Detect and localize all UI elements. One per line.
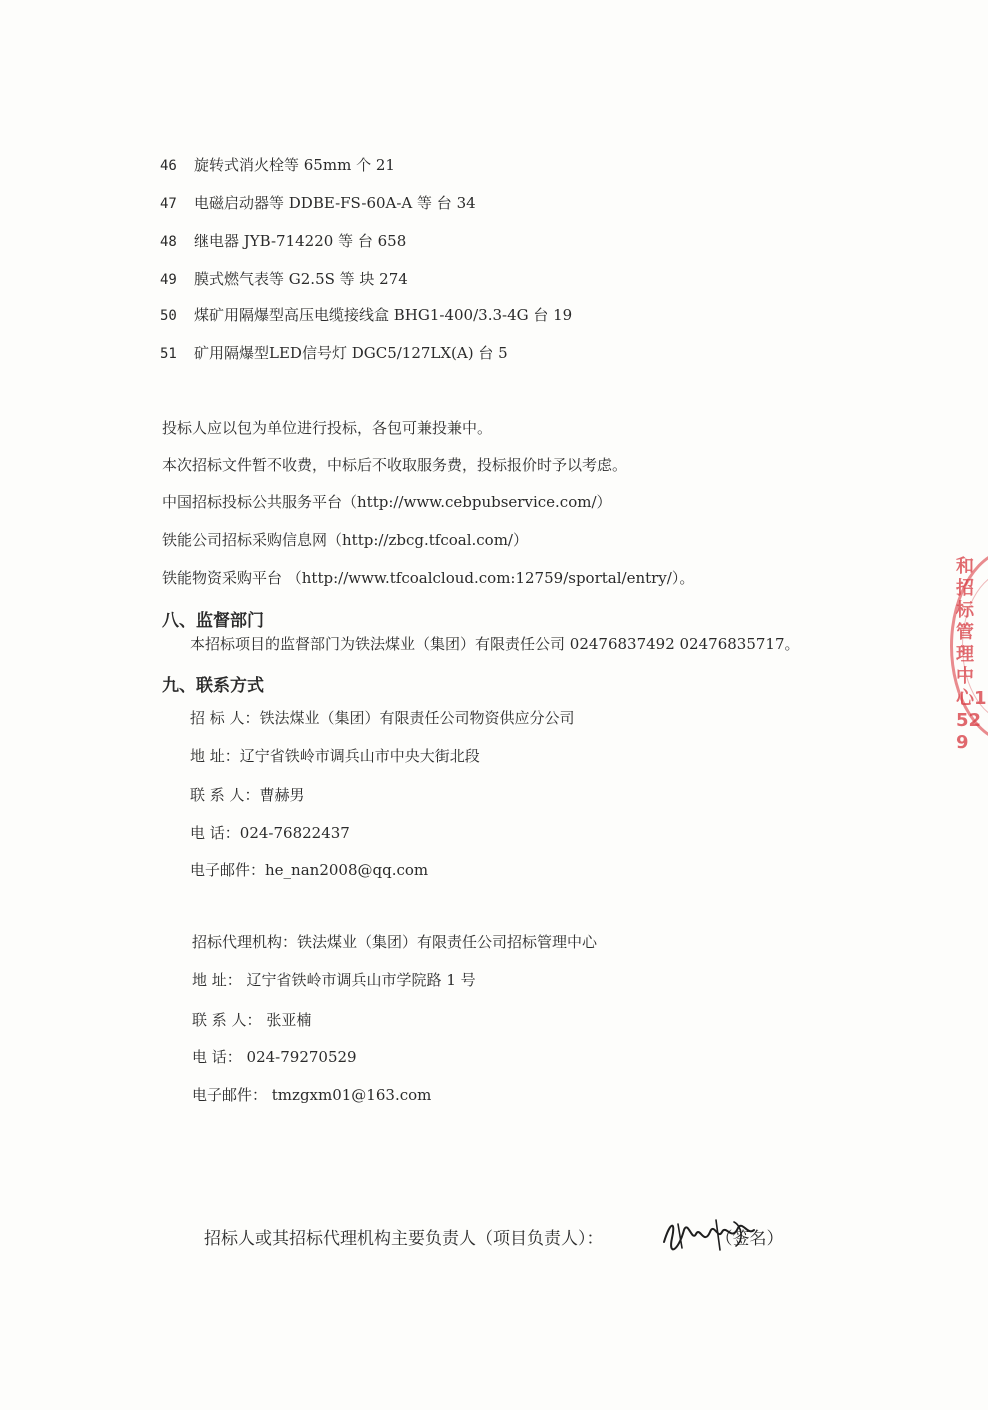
item-number: 50 bbox=[160, 308, 177, 324]
tenderer-email bbox=[190, 860, 428, 880]
field-value: 张亚楠 bbox=[261, 1011, 312, 1029]
field-key: 联 系 人： bbox=[190, 786, 260, 804]
item-51 bbox=[160, 343, 508, 364]
item-number: 49 bbox=[160, 272, 177, 288]
item-48 bbox=[160, 231, 406, 252]
item-number: 51 bbox=[160, 346, 177, 362]
field-value: 024-76822437 bbox=[239, 824, 350, 842]
handwritten-signature bbox=[658, 1212, 758, 1256]
field-value: 曹赫男 bbox=[259, 786, 305, 804]
item-number: 47 bbox=[160, 196, 177, 212]
agency-email bbox=[192, 1085, 431, 1105]
field-key: 联 系 人： bbox=[192, 1011, 262, 1029]
item-text: 煤矿用隔爆型高压电缆接线盒 BHG1-400/3.3-4G 台 19 bbox=[194, 306, 573, 324]
tenderer-address bbox=[190, 746, 480, 766]
item-number: 48 bbox=[160, 234, 177, 250]
field-key: 电子邮件： bbox=[190, 861, 266, 879]
field-key: 招标代理机构： bbox=[192, 933, 298, 951]
item-number: 46 bbox=[160, 158, 177, 174]
agency-address bbox=[192, 970, 476, 990]
signature-suffix: （签名） bbox=[715, 1229, 784, 1249]
item-text: 继电器 JYB-714220 等 台 658 bbox=[194, 232, 407, 250]
field-key: 地 址： bbox=[190, 747, 240, 765]
note-fees: 本次招标文件暂不收费，中标后不收取服务费，投标报价时予以考虑。 bbox=[162, 456, 628, 474]
section-8-body: 本招标项目的监督部门为铁法煤业（集团）有限责任公司 02476837492 02476835717。 bbox=[190, 635, 800, 653]
agency-name bbox=[192, 932, 597, 952]
field-value: he_nan2008@qq.com bbox=[265, 861, 429, 879]
note-zbcg: 铁能公司招标采购信息网（http://zbcg.tfcoal.com/） bbox=[162, 531, 528, 549]
field-value: 辽宁省铁岭市调兵山市中央大街北段 bbox=[239, 747, 480, 765]
item-text: 旋转式消火栓等 65mm 个 21 bbox=[194, 156, 395, 174]
field-key: 招 标 人： bbox=[190, 709, 260, 727]
item-text: 电磁启动器等 DDBE-FS-60A-A 等 台 34 bbox=[194, 194, 476, 212]
note-bid-package: 投标人应以包为单位进行投标，各包可兼投兼中。 bbox=[162, 419, 493, 437]
agency-phone bbox=[192, 1047, 357, 1067]
item-text: 膜式燃气表等 G2.5S 等 块 274 bbox=[194, 270, 408, 288]
section-9-title: 九、联系方式 bbox=[162, 676, 264, 696]
field-value: 铁法煤业（集团）有限责任公司物资供应分公司 bbox=[259, 709, 575, 727]
signature-prefix: 招标人或其招标代理机构主要负责人（项目负责人）： bbox=[204, 1229, 604, 1249]
field-key: 电 话： bbox=[192, 1048, 242, 1066]
item-text: 矿用隔爆型LED信号灯 DGC5/127LX(A) 台 5 bbox=[194, 344, 508, 362]
field-key: 电 话： bbox=[190, 824, 240, 842]
note-tfcoalcloud: 铁能物资采购平台 （http://www.tfcoalcloud.com:12759/sportal/entry/）。 bbox=[162, 569, 695, 587]
agency-contact bbox=[192, 1010, 311, 1030]
field-key: 地 址： bbox=[192, 971, 242, 989]
field-value: 024-79270529 bbox=[241, 1048, 357, 1066]
item-49 bbox=[160, 269, 408, 290]
note-cebpubservice: 中国招标投标公共服务平台（http://www.cebpubservice.com/） bbox=[162, 493, 612, 511]
section-8-title: 八、监督部门 bbox=[162, 611, 264, 631]
item-46 bbox=[160, 155, 395, 176]
tenderer-contact bbox=[190, 785, 305, 805]
tenderer-name bbox=[190, 708, 575, 728]
tenderer-phone bbox=[190, 823, 350, 843]
official-seal-text: 和招标管理中心1529 bbox=[956, 556, 987, 753]
item-47 bbox=[160, 193, 476, 214]
item-50 bbox=[160, 305, 572, 326]
field-value: 铁法煤业（集团）有限责任公司招标管理中心 bbox=[297, 933, 598, 951]
field-value: 辽宁省铁岭市调兵山市学院路 1 号 bbox=[241, 971, 476, 989]
field-value: tmzgxm01@163.com bbox=[267, 1086, 432, 1104]
field-key: 电子邮件： bbox=[192, 1086, 268, 1104]
